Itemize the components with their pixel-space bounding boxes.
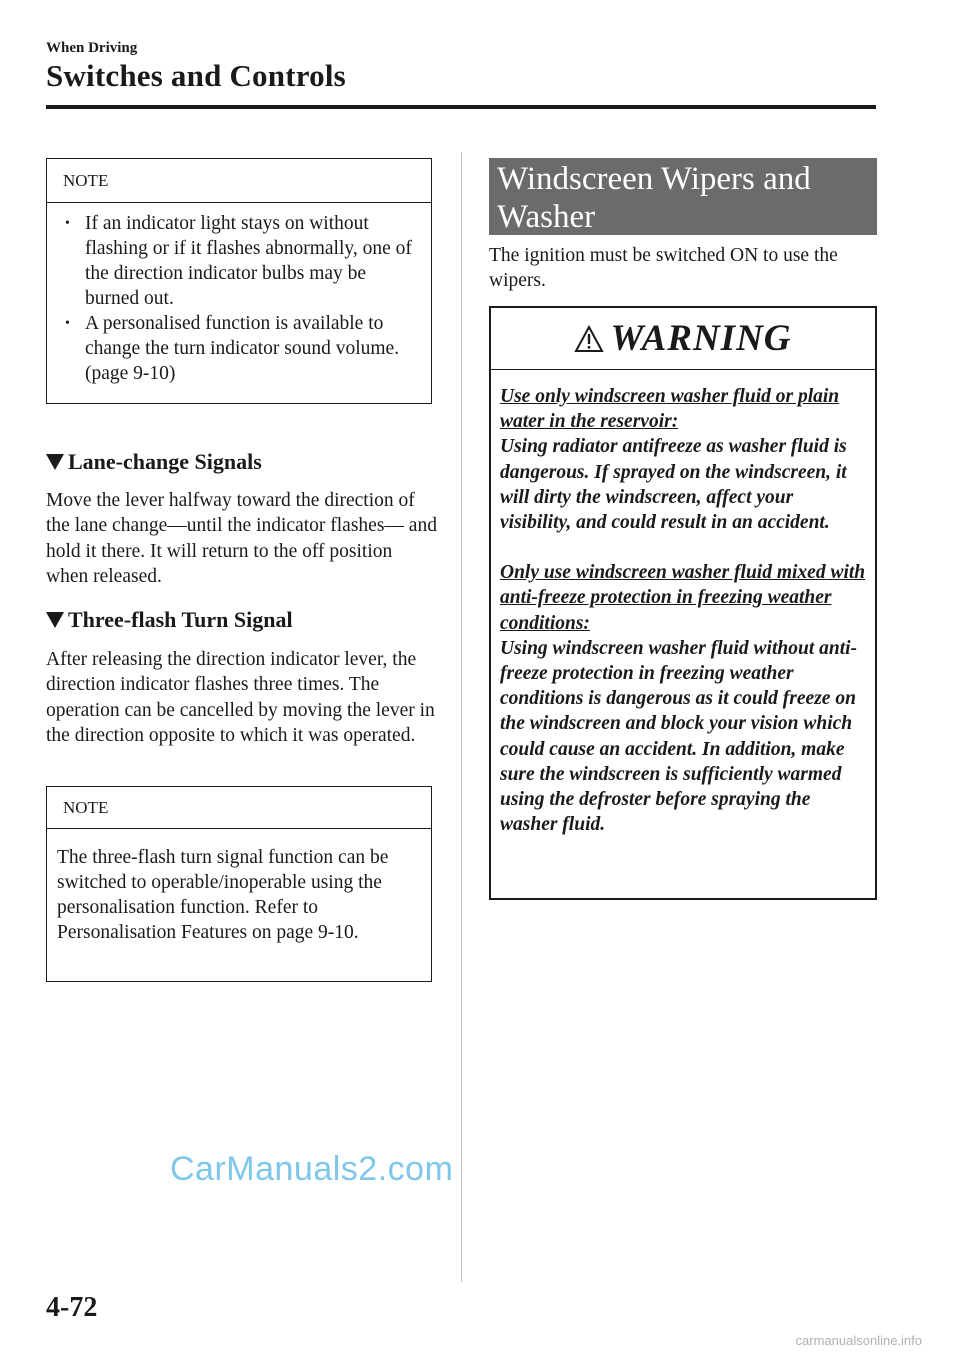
three-flash-heading	[46, 607, 293, 633]
note-item: • If an indicator light stays on without flashing or if it flashes abnormally, one of the direction indicator bulbs may be burned out.	[65, 211, 421, 311]
triangle-bullet-icon	[46, 612, 64, 628]
note-item: • A personalised function is available to change the turn indicator sound volume. (page 9-10)	[65, 311, 421, 386]
section-label: When Driving	[46, 40, 138, 56]
warning-header	[491, 308, 875, 370]
note-box-three-flash	[46, 786, 432, 982]
footer-site-watermark: carmanualsonline.info	[795, 1333, 922, 1348]
page-number: 4-72	[46, 1292, 98, 1323]
warning-triangle-icon	[574, 325, 604, 353]
note-body: The three-flash turn signal function can be switched to operable/inoperable using the personalisation function. Refer to Personalisation Features on page 9-10.	[57, 847, 389, 943]
wipers-intro: The ignition must be switched ON to use the wipers.	[489, 245, 838, 291]
chapter-title: Switches and Controls	[46, 58, 346, 93]
note-box-indicator	[46, 158, 432, 404]
warning-para2-title: Only use windscreen washer fluid mixed with anti-freeze protection in freezing weather conditions:	[500, 562, 866, 634]
watermark-logo: CarManuals2.com	[170, 1150, 454, 1188]
header-rule	[46, 105, 876, 109]
triangle-bullet-icon	[46, 454, 64, 470]
warning-body	[491, 370, 875, 837]
three-flash-heading-text: Three-flash Turn Signal	[68, 607, 293, 632]
wipers-section-heading: Windscreen Wipers and Washer	[489, 158, 877, 235]
warning-title: WARNING	[610, 318, 792, 359]
column-divider	[461, 152, 462, 1282]
warning-para1-body: Using radiator antifreeze as washer fluid is dangerous. If sprayed on the windscreen, it will dirty the windscreen, affect your visibility, and could result in an accident.	[500, 436, 847, 534]
note-heading: NOTE	[47, 787, 431, 829]
warning-para1-title: Use only windscreen washer fluid or plain water in the reservoir:	[500, 386, 840, 433]
lane-change-heading-text: Lane-change Signals	[68, 449, 262, 474]
warning-para2-body: Using windscreen washer fluid without anti-freeze protection in freezing weather conditions is dangerous as it could freeze on the windscreen and block your vision which could cause an accident. In addition, make sure the windscreen is sufficiently warmed using the defroster before spraying the washer fluid.	[500, 637, 858, 836]
lane-change-body: Move the lever halfway toward the direction of the lane change—until the indicator flashes— and hold it there. It will return to the off position when released.	[46, 490, 437, 587]
note-list	[47, 203, 431, 386]
warning-box	[489, 306, 877, 900]
three-flash-body: After releasing the direction indicator lever, the direction indicator flashes three times. The operation can be cancelled by moving the lever in the direction opposite to which it was operated.	[46, 649, 435, 746]
lane-change-heading	[46, 449, 262, 475]
note-heading: NOTE	[47, 159, 431, 203]
